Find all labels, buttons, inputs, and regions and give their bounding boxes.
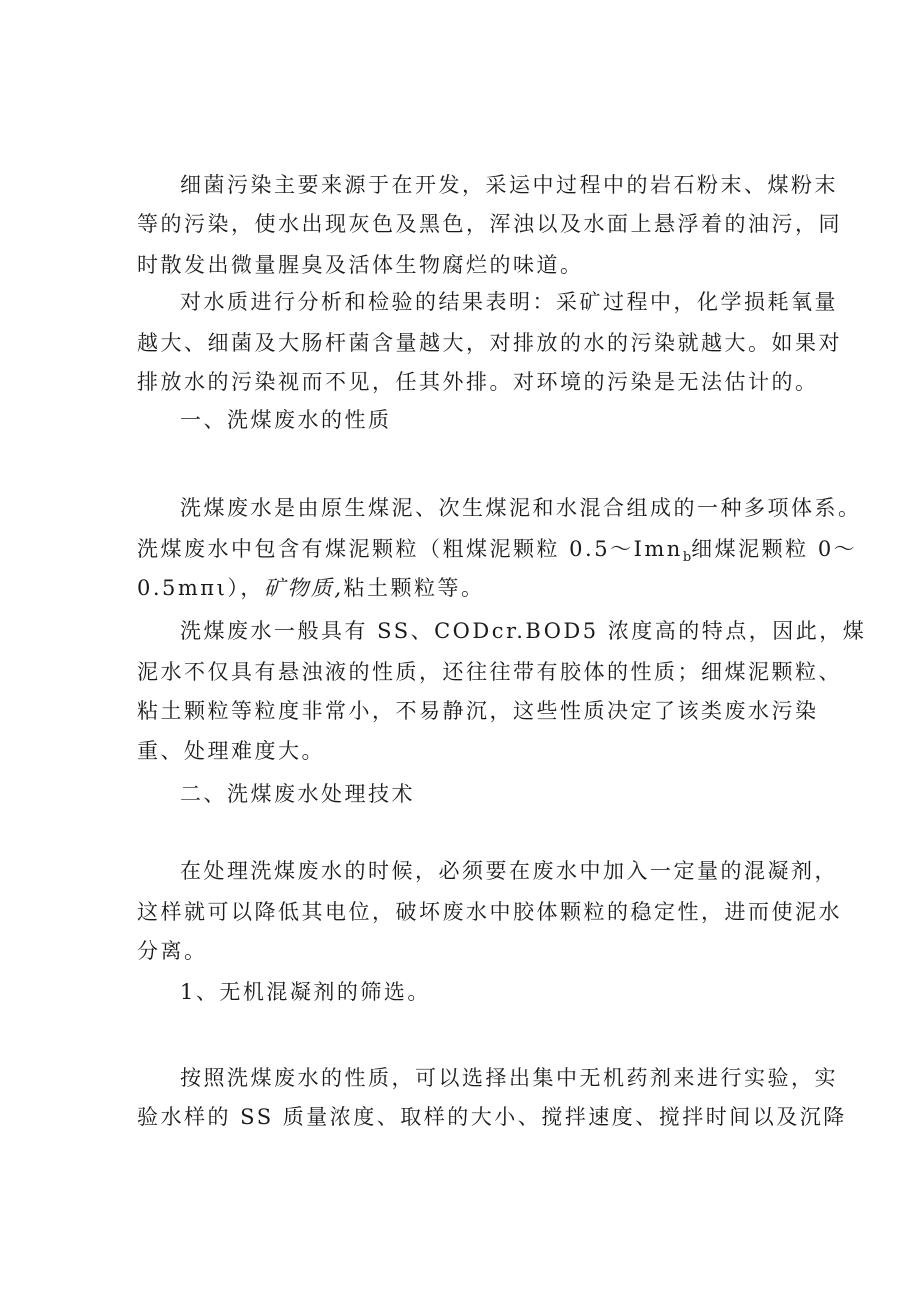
- paragraph-1-line-3: 时散发出微量腥臭及活体生物腐烂的味道。: [137, 253, 584, 277]
- paragraph-2-line-3: 排放水的污染视而不见，任其外排。对环境的污染是无法估计的。: [137, 370, 819, 394]
- paragraph-6-line-2: 验水样的 SS 质量浓度、取样的大小、搅拌速度、搅拌时间以及沉降: [137, 1105, 847, 1129]
- paragraph-3-line-2-text-a: 洗煤废水中包含有煤泥颗粒（粗煤泥颗粒 0.5～Imn: [137, 537, 683, 561]
- paragraph-5-line-3: 分离。: [137, 939, 208, 963]
- paragraph-3-line-3-italic: 矿物质,: [263, 576, 344, 600]
- paragraph-5-line-1: 在处理洗煤废水的时候，必须要在废水中加入一定量的混凝剂，: [180, 859, 838, 883]
- section-heading-3: 1、无机混凝剂的筛选。: [180, 980, 431, 1004]
- section-heading-2: 二、洗煤废水处理技术: [180, 782, 415, 806]
- paragraph-4-line-2: 泥水不仅具有悬浊液的性质，还往往带有胶体的性质；细煤泥颗粒、: [137, 660, 842, 684]
- paragraph-1-line-1: 细菌污染主要来源于在开发，采运中过程中的岩石粉末、煤粉末: [180, 173, 838, 197]
- paragraph-4-line-1: 洗煤废水一般具有 SS、CODcr.BOD5 浓度高的特点，因此，煤: [180, 619, 867, 643]
- paragraph-4-line-3: 粘土颗粒等粒度非常小，不易静沉，这些性质决定了该类废水污染: [137, 699, 819, 723]
- paragraph-5-line-2: 这样就可以降低其电位，破坏废水中胶体颗粒的稳定性，进而使泥水: [137, 900, 842, 924]
- paragraph-4-line-4: 重、处理难度大。: [137, 739, 325, 763]
- paragraph-3-line-1: 洗煤废水是由原生煤泥、次生煤泥和水混合组成的一种多项体系。: [180, 496, 862, 520]
- paragraph-2-line-2: 越大、细菌及大肠杆菌含量越大，对排放的水的污染就越大。如果对: [137, 331, 842, 355]
- paragraph-6-line-1: 按照洗煤废水的性质，可以选择出集中无机药剂来进行实验，实: [180, 1066, 838, 1090]
- paragraph-1-line-2: 等的污染，使水出现灰色及黑色，浑浊以及水面上悬浮着的油污，同: [137, 212, 842, 236]
- paragraph-3-line-2-text-b: 细煤泥颗粒 0～: [691, 537, 858, 561]
- paragraph-2-line-1: 对水质进行分析和检验的结果表明：采矿过程中，化学损耗氧量: [180, 290, 838, 314]
- paragraph-3-line-2: [137, 535, 857, 572]
- paragraph-3-line-3-text-b: 粘土颗粒等。: [343, 576, 485, 600]
- paragraph-3-line-2-subscript: b: [682, 550, 692, 566]
- paragraph-3-line-3: [137, 574, 485, 602]
- section-heading-1: 一、洗煤废水的性质: [180, 408, 392, 432]
- paragraph-3-line-3-text-a: 0.5mπι），: [137, 576, 264, 600]
